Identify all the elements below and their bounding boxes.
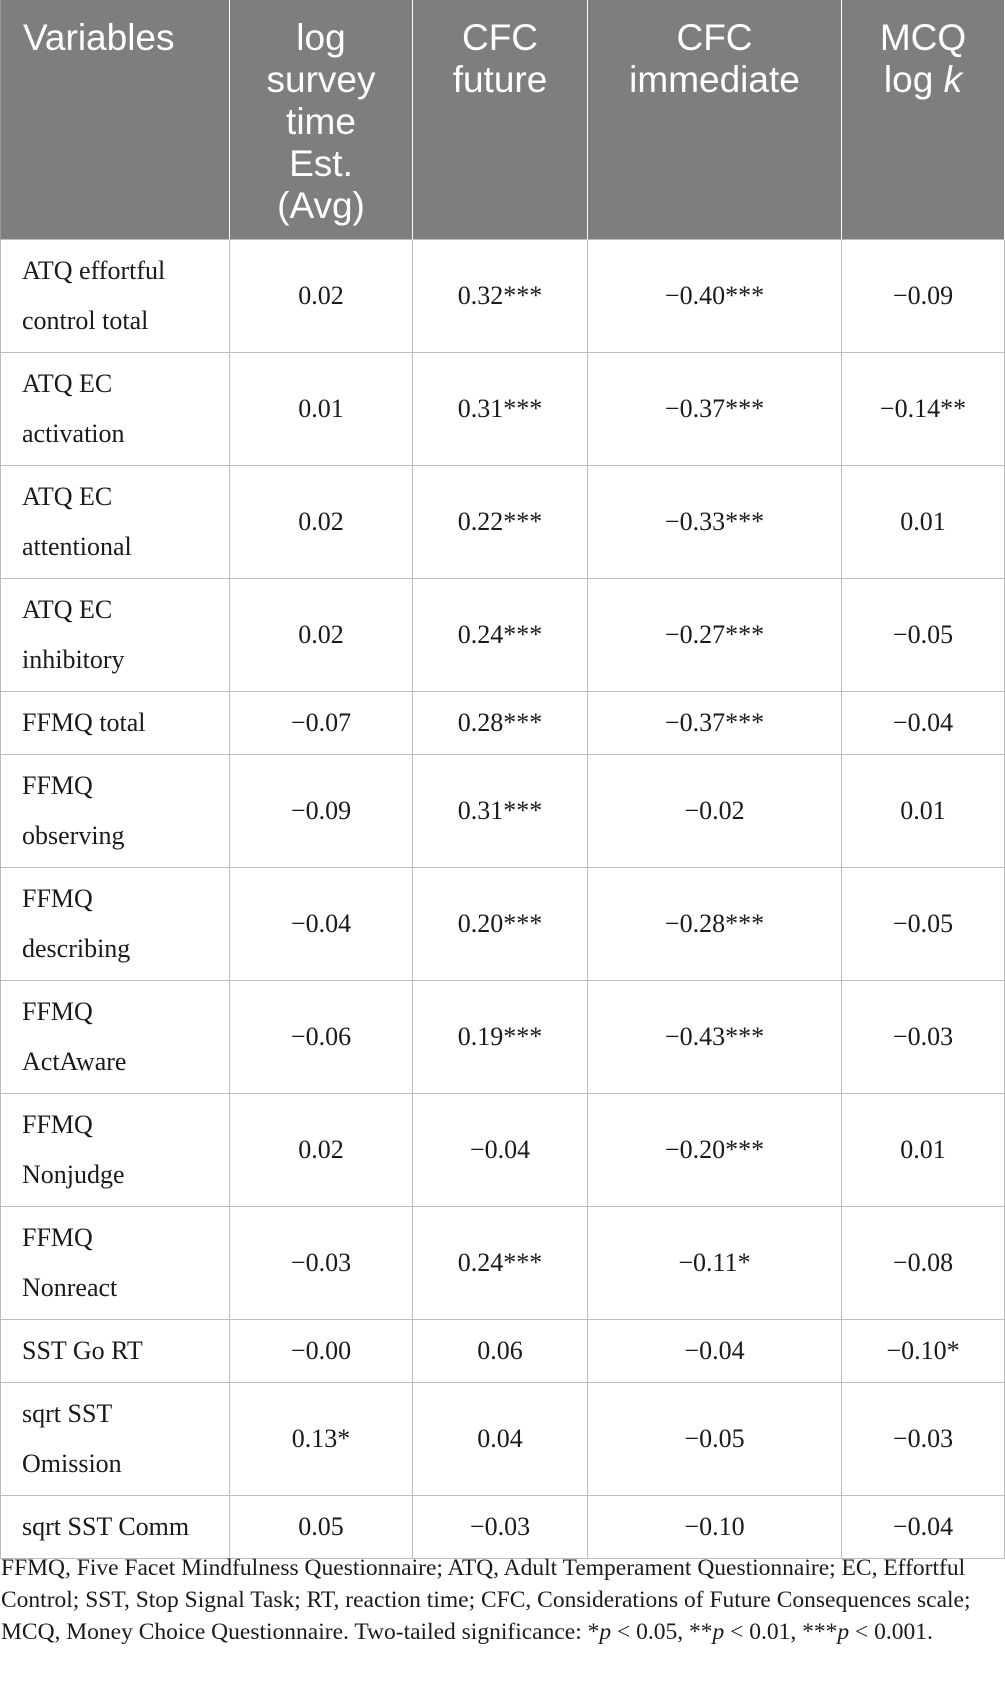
cell-value: −0.14**: [842, 353, 1005, 466]
row-label-line: ATQ EC: [22, 595, 113, 624]
cell-value: 0.19***: [413, 981, 588, 1094]
cell-value: −0.05: [842, 868, 1005, 981]
row-label-line: FFMQ: [22, 771, 93, 800]
table-row: [1, 353, 1005, 466]
cell-value: −0.04: [842, 692, 1005, 755]
header-line: [852, 59, 994, 101]
row-label-line: ATQ EC: [22, 369, 113, 398]
header-variables: Variables: [1, 0, 230, 240]
table-row: [1, 981, 1005, 1094]
cell-value: −0.03: [842, 981, 1005, 1094]
cell-value: −0.37***: [588, 692, 842, 755]
table-body: [1, 240, 1005, 1559]
cell-value: 0.02: [230, 240, 413, 353]
cell-value: −0.09: [842, 240, 1005, 353]
cell-value: 0.32***: [413, 240, 588, 353]
table-footnote: [0, 1552, 1001, 1648]
row-label-line: observing: [22, 821, 125, 850]
table-row: [1, 692, 1005, 755]
cell-value: −0.05: [842, 579, 1005, 692]
table-row: [1, 466, 1005, 579]
cell-value: −0.10: [588, 1496, 842, 1559]
cell-value: −0.05: [588, 1383, 842, 1496]
cell-value: −0.03: [230, 1207, 413, 1320]
cell-value: 0.31***: [413, 755, 588, 868]
cell-value: 0.01: [842, 466, 1005, 579]
cell-value: −0.04: [588, 1320, 842, 1383]
cell-value: −0.28***: [588, 868, 842, 981]
row-label-line: FFMQ: [22, 1223, 93, 1252]
cell-value: 0.01: [230, 353, 413, 466]
row-label-line: FFMQ: [22, 997, 93, 1026]
row-label: [1, 579, 230, 692]
row-label-line: FFMQ: [22, 884, 93, 913]
cell-value: −0.40***: [588, 240, 842, 353]
row-label: [1, 353, 230, 466]
table-row: [1, 868, 1005, 981]
row-label-line: Nonjudge: [22, 1160, 125, 1189]
header-line: time: [286, 101, 356, 142]
p-italic: p: [837, 1619, 850, 1645]
row-label-line: attentional: [22, 532, 132, 561]
cell-value: −0.27***: [588, 579, 842, 692]
cell-value: 0.13*: [230, 1383, 413, 1496]
row-label-line: FFMQ: [22, 1110, 93, 1139]
cell-value: 0.20***: [413, 868, 588, 981]
row-label: [1, 1320, 230, 1383]
cell-value: −0.08: [842, 1207, 1005, 1320]
table-row: [1, 579, 1005, 692]
row-label-line: Omission: [22, 1449, 122, 1478]
header-line: survey: [266, 59, 376, 100]
cell-value: 0.02: [230, 579, 413, 692]
row-label: [1, 1094, 230, 1207]
cell-value: −0.03: [413, 1496, 588, 1559]
sig-stars: **: [688, 1619, 713, 1645]
row-label-line: describing: [22, 934, 131, 963]
table-row: [1, 240, 1005, 353]
row-label: [1, 1207, 230, 1320]
cell-value: −0.04: [842, 1496, 1005, 1559]
row-label-line: Nonreact: [22, 1273, 118, 1302]
table-row: [1, 1320, 1005, 1383]
sig-stars: ***: [802, 1619, 838, 1645]
cell-value: −0.10*: [842, 1320, 1005, 1383]
row-label-line: ActAware: [22, 1047, 127, 1076]
row-label: [1, 692, 230, 755]
cell-value: −0.02: [588, 755, 842, 868]
header-line: Est.: [289, 143, 353, 184]
cell-value: 0.24***: [413, 1207, 588, 1320]
header-log-survey-time: [230, 0, 413, 240]
cell-value: 0.28***: [413, 692, 588, 755]
header-italic-k: k: [943, 59, 963, 100]
cell-value: −0.04: [413, 1094, 588, 1207]
cell-value: 0.04: [413, 1383, 588, 1496]
sig-stars: *: [587, 1619, 600, 1645]
cell-value: 0.06: [413, 1320, 588, 1383]
header-text: log: [883, 59, 944, 100]
row-label: [1, 981, 230, 1094]
cell-value: −0.07: [230, 692, 413, 755]
sig-threshold: < 0.001.: [849, 1619, 933, 1645]
cell-value: −0.06: [230, 981, 413, 1094]
cell-value: 0.01: [842, 755, 1005, 868]
row-label: [1, 1496, 230, 1559]
cell-value: 0.01: [842, 1094, 1005, 1207]
cell-value: 0.31***: [413, 353, 588, 466]
p-italic: p: [599, 1619, 612, 1645]
cell-value: 0.02: [230, 1094, 413, 1207]
cell-value: 0.05: [230, 1496, 413, 1559]
header-mcq-log-k: [842, 0, 1005, 240]
row-label-line: activation: [22, 419, 125, 448]
table-row: [1, 1383, 1005, 1496]
header-line: (Avg): [277, 185, 365, 226]
footnote-main: FFMQ, Five Facet Mindfulness Questionnaire; ATQ, Adult Temperament Questionnaire; EC, Effortful Control; SST, Stop Signal Task; RT, reaction time; CFC, Considerations of Future Consequences scale; MCQ, Money Choice Questionnaire. Two-tailed significance:: [1, 1555, 971, 1645]
row-label-line: inhibitory: [22, 645, 125, 674]
row-label-line: ATQ effortful: [22, 256, 166, 285]
header-line: CFC: [461, 17, 539, 58]
row-label: [1, 240, 230, 353]
cell-value: 0.24***: [413, 579, 588, 692]
header-line: CFC: [676, 17, 753, 58]
table-row: [1, 755, 1005, 868]
p-italic: p: [712, 1619, 725, 1645]
table-row: [1, 1496, 1005, 1559]
sig-threshold: < 0.01,: [724, 1619, 803, 1645]
cell-value: −0.33***: [588, 466, 842, 579]
row-label: [1, 466, 230, 579]
cell-value: −0.11*: [588, 1207, 842, 1320]
cell-value: −0.37***: [588, 353, 842, 466]
cell-value: −0.09: [230, 755, 413, 868]
sig-threshold: < 0.05,: [611, 1619, 689, 1645]
header-row: [1, 0, 1005, 240]
row-label-line: sqrt SST Comm: [22, 1512, 190, 1541]
cell-value: 0.02: [230, 466, 413, 579]
cell-value: −0.20***: [588, 1094, 842, 1207]
row-label: [1, 868, 230, 981]
cell-value: 0.22***: [413, 466, 588, 579]
footnote-text: [1, 1552, 1001, 1648]
cell-value: −0.04: [230, 868, 413, 981]
row-label: [1, 755, 230, 868]
header-line: MCQ: [879, 17, 967, 58]
row-label-line: ATQ EC: [22, 482, 113, 511]
header-line: immediate: [629, 59, 800, 100]
cell-value: −0.03: [842, 1383, 1005, 1496]
row-label-line: FFMQ total: [22, 708, 146, 737]
row-label-line: SST Go RT: [22, 1336, 143, 1365]
cell-value: −0.43***: [588, 981, 842, 1094]
row-label-line: sqrt SST: [22, 1399, 113, 1428]
header-cfc-future: [413, 0, 588, 240]
row-label-line: control total: [22, 306, 149, 335]
header-line: log: [296, 17, 346, 58]
header-cfc-immediate: [588, 0, 842, 240]
table-row: [1, 1207, 1005, 1320]
header-line: future: [452, 59, 548, 100]
table-row: [1, 1094, 1005, 1207]
cell-value: −0.00: [230, 1320, 413, 1383]
row-label: [1, 1383, 230, 1496]
